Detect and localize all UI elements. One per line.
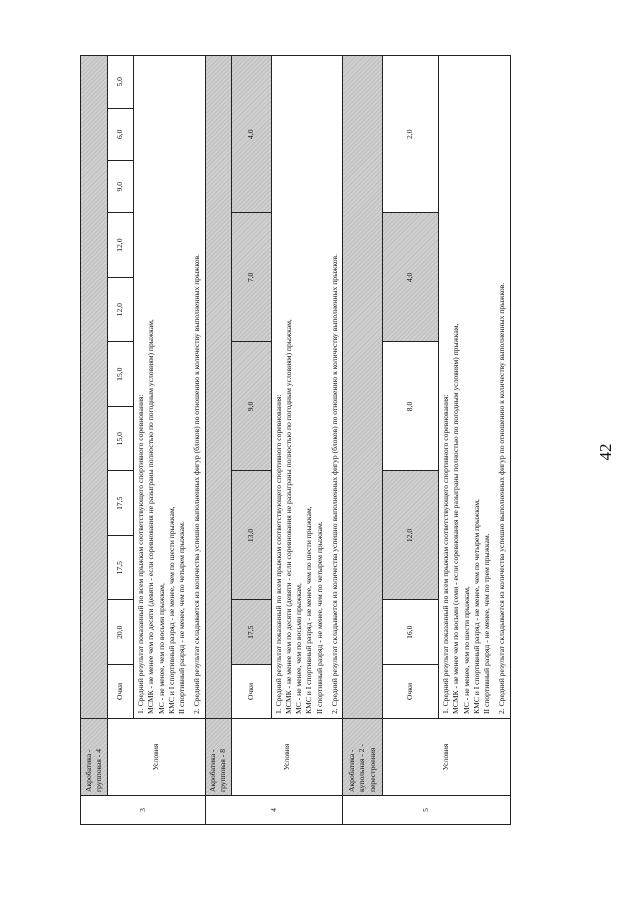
value-cell: 17,5 [108, 471, 134, 536]
value-cell: 8,0 [383, 342, 439, 471]
conditions-text [134, 56, 206, 719]
table-row [134, 56, 206, 825]
value-cell: 12,0 [383, 471, 439, 600]
condition-line: II спортивный разряд - не менее, чем по четырем прыжкам. [177, 521, 186, 714]
value-cell: 5,0 [108, 56, 134, 109]
discipline-name: Акробатика - купольная - 2 - перестроения [343, 719, 383, 796]
value-cell: 7,0 [231, 213, 271, 342]
value-cell: 4,0 [383, 213, 439, 342]
condition-line: 1. Средний результат показанный по всем прыжкам соответствующего спортивного соревнования: [136, 394, 145, 714]
value-cell: 9,0 [231, 342, 271, 471]
condition-line: МС - не менее, чем по шести прыжкам, [461, 586, 471, 714]
condition-line: МСМК - не менее чем по десяти (девяти - если соревнования не разыграны полностью по погодным условиям) прыжкам, [146, 319, 156, 714]
condition-line: МС - не менее, чем по восьми прыжкам, [294, 583, 303, 714]
value-cell: 12,0 [108, 277, 134, 342]
condition-line: II спортивный разряд - не менее, чем по трем прыжкам. [482, 533, 491, 714]
points-label: Очки [231, 665, 271, 719]
table-row [383, 56, 439, 825]
table-row [231, 56, 271, 825]
conditions-label: Условия [108, 719, 206, 796]
points-label: Очки [383, 665, 439, 719]
condition-line: 2. Средний результат складывается из количества успешно выполненных фигур (блоков) по отношению к количеству выполненных прыжков. [329, 253, 339, 714]
table-row [108, 56, 134, 825]
standards-table [80, 55, 511, 825]
table-row [439, 56, 511, 825]
rotated-page-content [80, 55, 560, 825]
condition-line: МСМК - не менее чем по восьми (семи - если соревнования не разыграны полностью по погодным условиям) прыжкам, [451, 323, 461, 714]
page-number: 42 [596, 443, 615, 461]
row-number: 3 [81, 796, 206, 825]
condition-line: 2. Средний результат складывается из количества успешно выполненных фигур по отношению к количеству выполненных прыжков. [497, 282, 507, 714]
value-cell: 6,0 [108, 108, 134, 160]
points-label: Очки [108, 665, 134, 719]
condition-line: 1. Средний результат показанный по всем прыжкам соответствующего спортивного соревнования: [273, 394, 283, 714]
value-cell: 4,0 [231, 56, 271, 213]
table-row [343, 56, 383, 825]
value-cell: 9,0 [108, 160, 134, 212]
conditions-label: Условия [383, 719, 511, 796]
value-cell: 17,5 [108, 535, 134, 600]
table-row [271, 56, 343, 825]
row-number: 4 [205, 796, 343, 825]
table-row [205, 56, 231, 825]
condition-line: 2. Средний результат складывается из количества успешно выполненных фигур (блоков) по отношению к количеству выполненных прыжков. [192, 253, 202, 714]
discipline-name: Акробатика - групповая - 8 [205, 719, 231, 796]
row-number: 5 [343, 796, 511, 825]
conditions-label: Условия [231, 719, 343, 796]
empty-shaded-cell [81, 56, 108, 719]
conditions-text [439, 56, 511, 719]
condition-line: МСМК - не менее чем по десяти (девяти - если соревнования не разыграны полностью по погодным условиям) прыжкам, [283, 319, 293, 714]
condition-line: МС - не менее, чем по восьми прыжкам, [156, 583, 166, 714]
condition-line: II спортивный разряд - не менее, чем по четырем прыжкам. [314, 521, 324, 714]
value-cell: 2,0 [383, 56, 439, 213]
value-cell: 17,5 [231, 600, 271, 665]
value-cell: 15,0 [108, 342, 134, 407]
discipline-name: Акробатика - групповая - 4 [81, 719, 108, 796]
value-cell: 12,0 [108, 213, 134, 278]
value-cell: 16,0 [383, 600, 439, 665]
empty-shaded-cell [343, 56, 383, 719]
table-row [81, 56, 108, 825]
value-cell: 15,0 [108, 406, 134, 471]
conditions-text [271, 56, 343, 719]
empty-shaded-cell [205, 56, 231, 719]
value-cell: 13,0 [231, 471, 271, 600]
condition-line: КМС и I спортивный разряд - не менее, чем по шести прыжкам, [304, 506, 314, 714]
condition-line: КМС и I спортивный разряд - не менее, чем по четырем прыжкам, [471, 499, 481, 714]
condition-line: 1. Средний результат показанный по всем прыжкам соответствующего спортивного соревнования: [441, 394, 450, 714]
condition-line: КМС и I спортивный разряд - не менее, чем по шести прыжкам, [166, 506, 176, 714]
value-cell: 20,0 [108, 600, 134, 665]
